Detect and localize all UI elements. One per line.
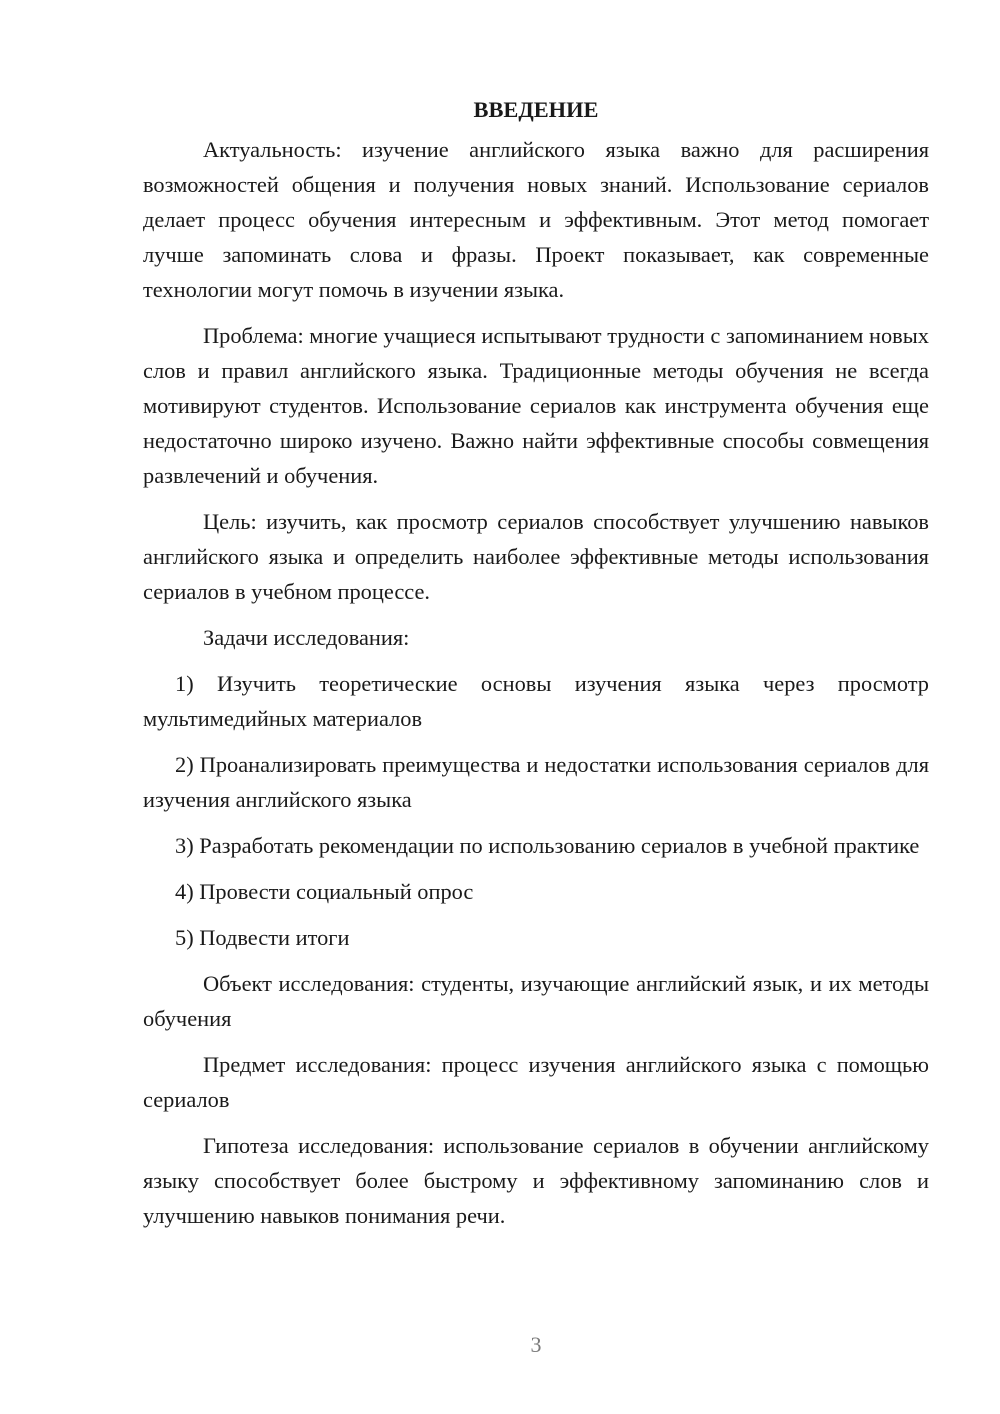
task-item-2: 2) Проанализировать преимущества и недостатки использования сериалов для изучения английского языка: [143, 752, 929, 812]
document-page: [143, 92, 929, 1244]
tasks-heading: Задачи исследования:: [203, 625, 410, 650]
problem-paragraph: Проблема: многие учащиеся испытывают трудности с запоминанием новых слов и правил английского языка. Традиционные методы обучения не всегда мотивируют студентов. Использование сериалов как инструмента обучения еще недостаточно широко изучено. Важно найти эффективные способы совмещения развлечений и обучения.: [143, 323, 929, 488]
object-paragraph: Объект исследования: студенты, изучающие английский язык, и их методы обучения: [143, 971, 929, 1031]
subject-paragraph: Предмет исследования: процесс изучения английского языка с помощью сериалов: [143, 1052, 929, 1112]
task-item-4: 4) Провести социальный опрос: [175, 879, 474, 904]
task-item-1: 1) Изучить теоретические основы изучения языка через просмотр мультимедийных материалов: [143, 671, 929, 731]
section-title: ВВЕДЕНИЕ: [473, 97, 599, 122]
hypothesis-paragraph: Гипотеза исследования: использование сериалов в обучении английскому языку способствует более быстрому и эффективному запоминанию слов и улучшению навыков понимания речи.: [143, 1133, 929, 1228]
task-item-3: 3) Разработать рекомендации по использованию сериалов в учебной практике: [175, 833, 920, 858]
task-item-5: 5) Подвести итоги: [175, 925, 350, 950]
relevance-paragraph: Актуальность: изучение английского языка важно для расширения возможностей общения и получения новых знаний. Использование сериалов делает процесс обучения интересным и эффективным. Этот метод помогает лучше запоминать слова и фразы. Проект показывает, как современные технологии могут помочь в изучении языка.: [143, 137, 929, 302]
page-number: 3: [530, 1332, 542, 1357]
goal-paragraph: Цель: изучить, как просмотр сериалов способствует улучшению навыков английского языка и определить наиболее эффективные методы использования сериалов в учебном процессе.: [143, 509, 929, 604]
